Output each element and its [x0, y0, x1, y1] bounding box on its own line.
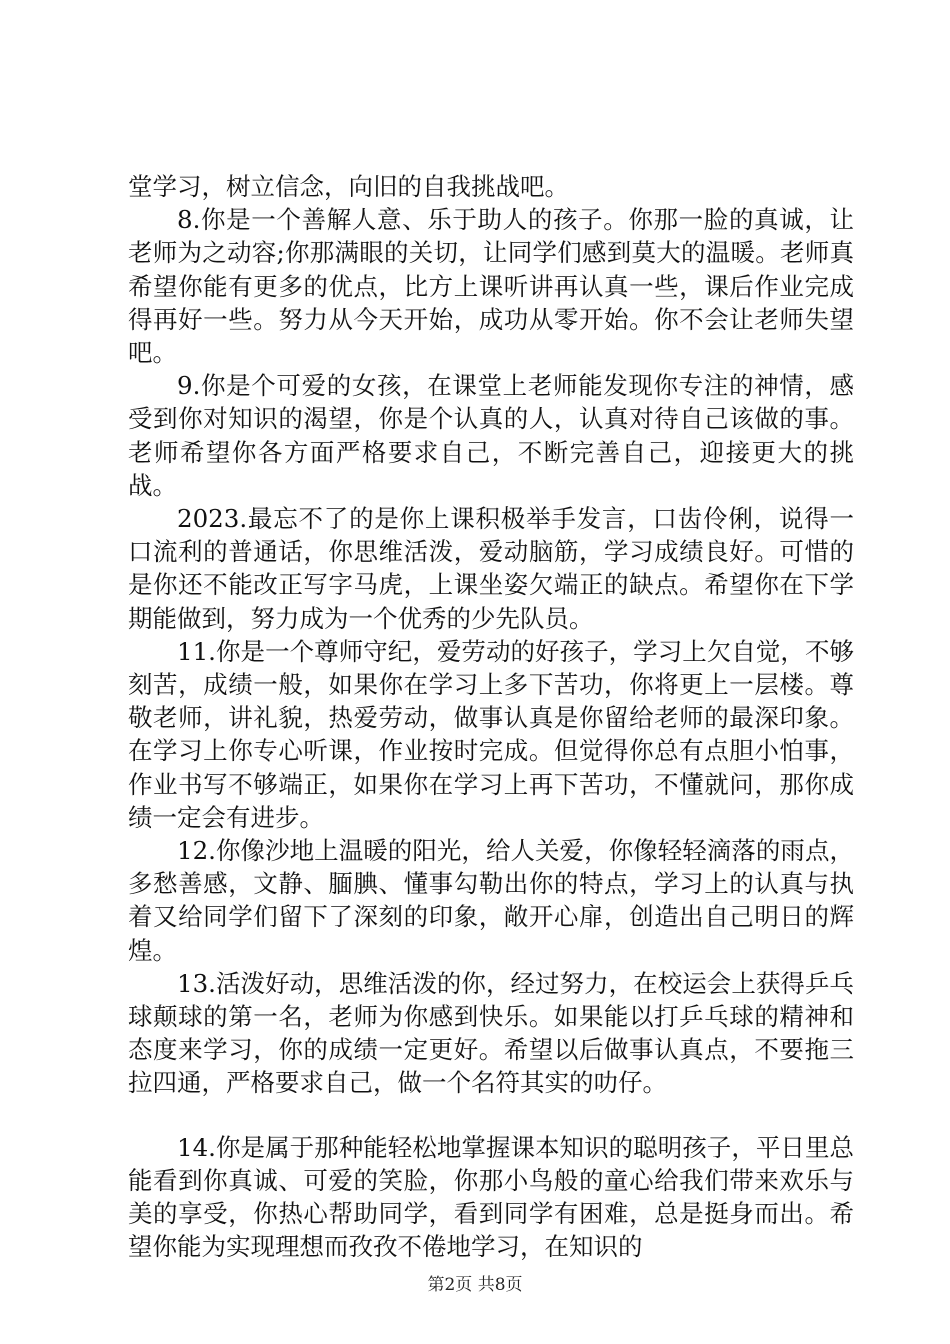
- paragraph-11: 11.你是一个尊师守纪，爱劳动的好孩子，学习上欠自觉，不够刻苦，成绩一般，如果你在学习上多下苦功，你将更上一层楼。尊敬老师，讲礼貌，热爱劳动，做事认真是你留给老师的最深印象。在学习上你专心听课，作业按时完成。但觉得你总有点胆小怕事，作业书写不够端正，如果你在学习上再下苦功，不懂就问，那你成绩一定会有进步。: [128, 636, 854, 832]
- document-body: [128, 170, 854, 1264]
- paragraph-continuation: 堂学习，树立信念，向旧的自我挑战吧。: [128, 172, 569, 201]
- paragraph-12: 12.你像沙地上温暖的阳光，给人关爱，你像轻轻滴落的雨点，多愁善感，文静、腼腆、懂事勾勒出你的特点，学习上的认真与执着又给同学们留下了深刻的印象，敞开心扉，创造出自己明日的辉煌。: [128, 836, 854, 965]
- paragraph-8: 8.你是一个善解人意、乐于助人的孩子。你那一脸的真诚，让老师为之动容;你那满眼的关切，让同学们感到莫大的温暖。老师真希望你能有更多的优点，比方上课听讲再认真一些，课后作业完成得再好一些。努力从今天开始，成功从零开始。你不会让老师失望吧。: [128, 205, 854, 368]
- paragraph-9: 9.你是个可爱的女孩，在课堂上老师能发现你专注的神情，感受到你对知识的渴望，你是个认真的人，认真对待自己该做的事。老师希望你各方面严格要求自己，不断完善自己，迎接更大的挑战。: [128, 371, 854, 500]
- paragraph-10: 2023.最忘不了的是你上课积极举手发言，口齿伶俐，说得一口流利的普通话，你思维活泼，爱动脑筋，学习成绩良好。可惜的是你还不能改正写字马虎，上课坐姿欠端正的缺点。希望你在下学期能做到，努力成为一个优秀的少先队员。: [128, 504, 854, 633]
- page-number: 第2页 共8页: [427, 1275, 523, 1295]
- page-footer: [0, 1270, 950, 1295]
- paragraph-13: 13.活泼好动，思维活泼的你，经过努力，在校运会上获得乒乓球颠球的第一名，老师为你感到快乐。如果能以打乒乓球的精神和态度来学习，你的成绩一定更好。希望以后做事认真点，不要拖三拉四通，严格要求自己，做一个名符其实的叻仔。: [128, 968, 854, 1098]
- paragraph-14: 14.你是属于那种能轻松地掌握课本知识的聪明孩子，平日里总能看到你真诚、可爱的笑脸，你那小鸟般的童心给我们带来欢乐与美的享受，你热心帮助同学，看到同学有困难，总是挺身而出。希望你能为实现理想而孜孜不倦地学习，在知识的: [128, 1132, 854, 1262]
